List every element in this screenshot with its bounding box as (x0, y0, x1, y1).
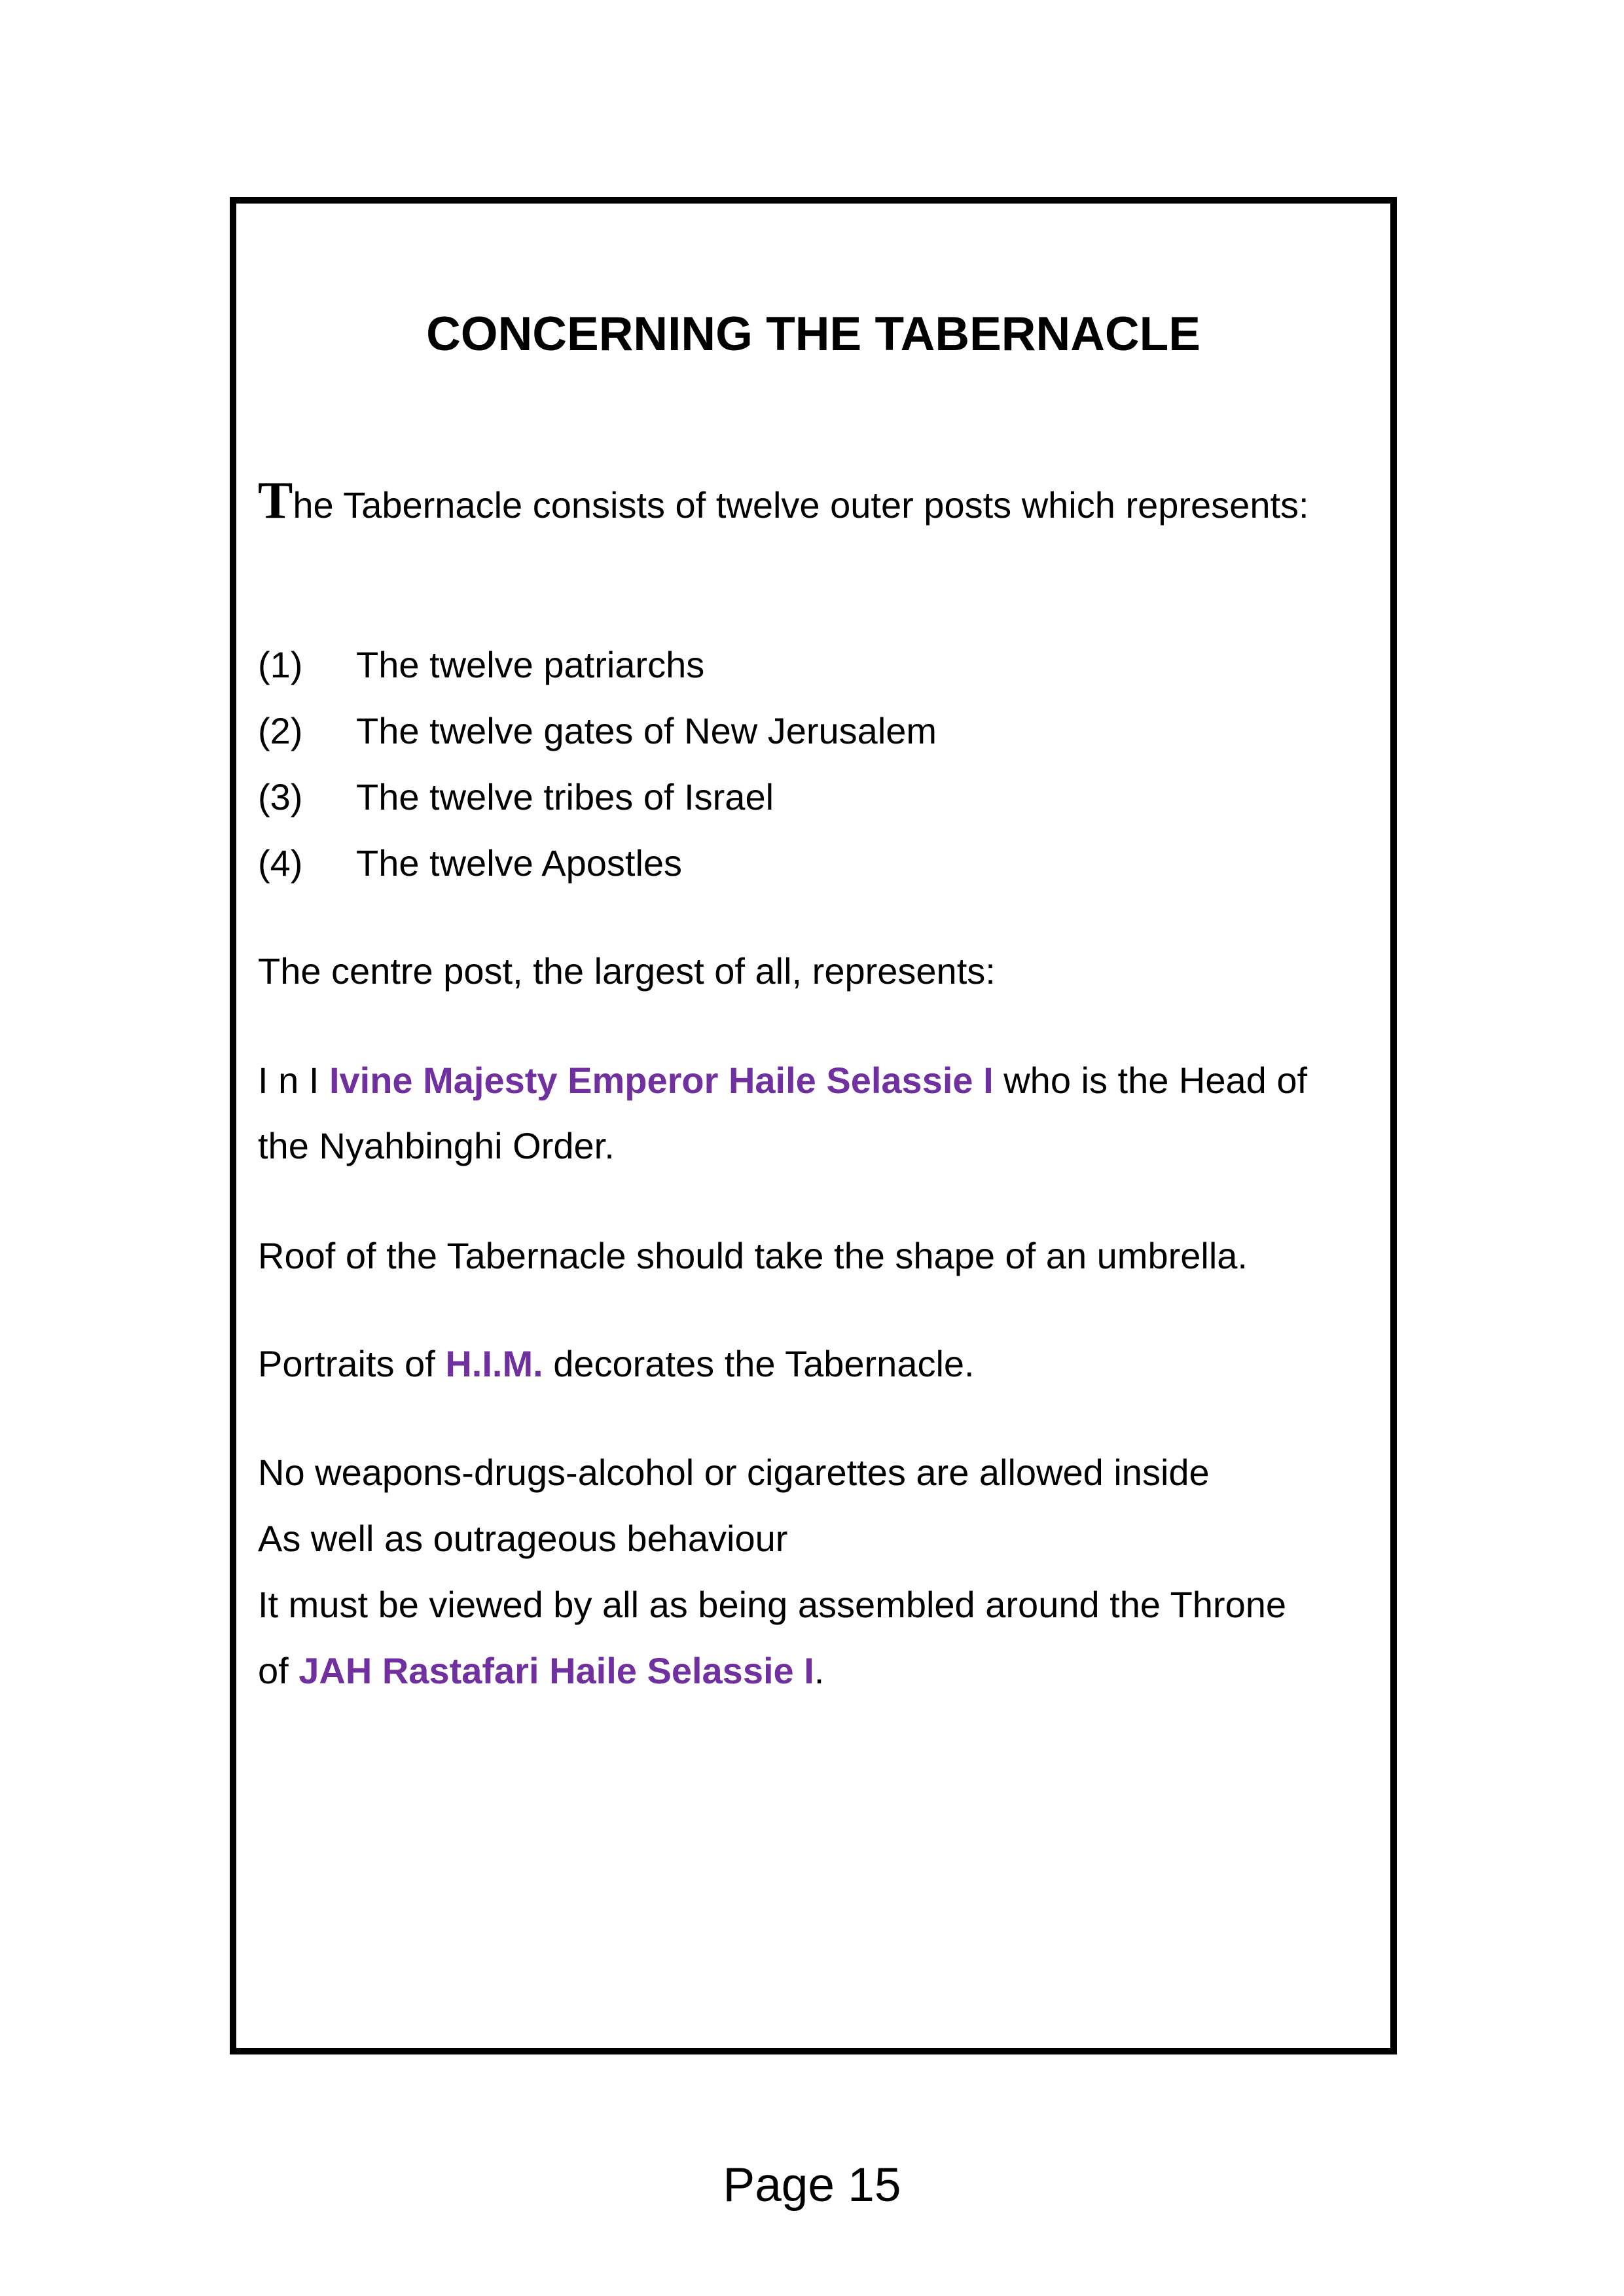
page-title: CONCERNING THE TABERNACLE (426, 308, 1200, 361)
list-item (258, 710, 937, 751)
ini-highlight: Ivine Majesty Emperor Haile Selassie I (329, 1060, 994, 1101)
list-item-text: The twelve tribes of Israel (356, 776, 774, 817)
portraits-suffix: decorates the Tabernacle. (543, 1343, 975, 1384)
intro-text: he Tabernacle consists of twelve outer posts which represents: (293, 484, 1309, 526)
rules-line4-highlight: JAH Rastafari Haile Selassie I (298, 1650, 814, 1691)
ini-paragraph-line1 (258, 1062, 1307, 1099)
rules-line1: No weapons-drugs-alcohol or cigarettes are allowed inside (258, 1452, 1210, 1493)
list-item-number: (4) (258, 842, 303, 884)
content-frame (230, 197, 1397, 2054)
list-item-text: The twelve patriarchs (356, 644, 705, 685)
list-item-number: (3) (258, 776, 303, 817)
rules-line4-suffix: . (814, 1650, 825, 1691)
ini-suffix: who is the Head of (993, 1060, 1308, 1101)
page-number: Page 15 (723, 2159, 901, 2212)
rules-line2: As well as outrageous behaviour (258, 1518, 788, 1559)
list-item (258, 644, 705, 685)
list-item-text: The twelve Apostles (356, 842, 683, 884)
rules-line3: It must be viewed by all as being assembled around the Throne (258, 1584, 1287, 1625)
roof-paragraph: Roof of the Tabernacle should take the shape of an umbrella. (258, 1235, 1248, 1276)
rules-line4 (258, 1650, 825, 1691)
portraits-prefix: Portraits of (258, 1343, 446, 1384)
list-item-number: (1) (258, 644, 303, 685)
rules-line4-prefix: of (258, 1650, 299, 1691)
ini-paragraph-line2: the Nyahbinghi Order. (258, 1125, 615, 1166)
portraits-highlight: H.I.M. (445, 1343, 543, 1384)
list-item-text: The twelve gates of New Jerusalem (356, 710, 937, 751)
centre-post-paragraph: The centre post, the largest of all, represents: (258, 950, 996, 992)
list-item (258, 842, 683, 884)
ini-prefix: I n I (258, 1060, 329, 1101)
intro-paragraph (258, 472, 1309, 529)
list-item-number: (2) (258, 710, 303, 751)
portraits-paragraph (258, 1343, 975, 1384)
drop-cap: T (258, 472, 293, 529)
list-item (258, 776, 774, 817)
